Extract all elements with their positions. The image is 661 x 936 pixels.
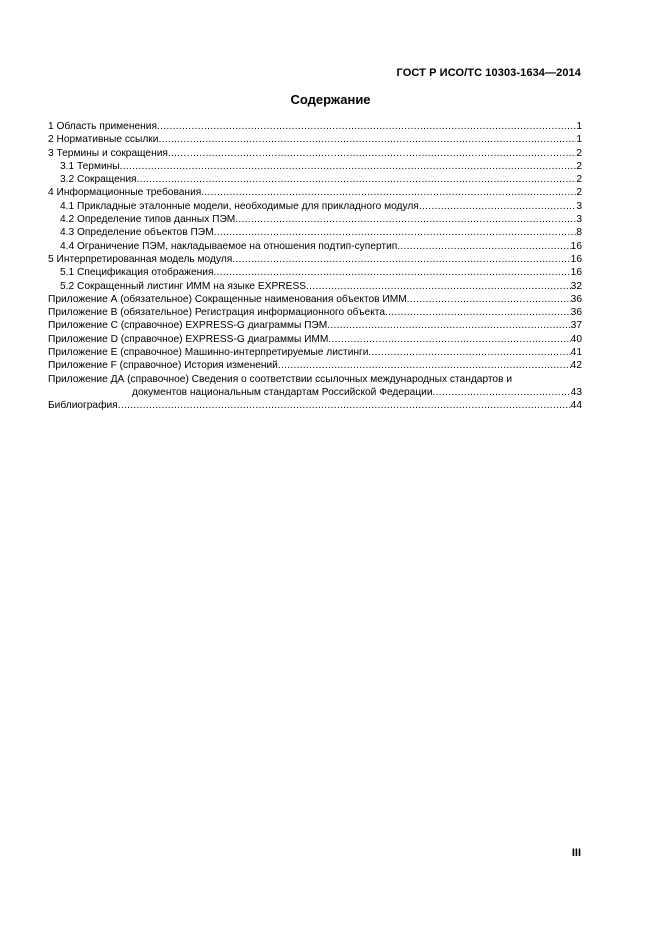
toc-entry-page: 1 bbox=[576, 134, 582, 146]
toc-leader-dots bbox=[214, 226, 577, 239]
toc-entry-4-2[interactable] bbox=[48, 213, 582, 226]
toc-entry-label: документов национальным стандартам Российской Федерации bbox=[132, 386, 433, 398]
toc-entry-annex-da-continued[interactable] bbox=[48, 386, 582, 399]
toc-entry-page: 32 bbox=[570, 280, 582, 292]
toc-entry-3-1[interactable] bbox=[48, 160, 582, 173]
toc-entry-page: 36 bbox=[570, 307, 582, 319]
toc-entry-4-1[interactable] bbox=[48, 200, 582, 213]
toc-entry-4-4[interactable] bbox=[48, 240, 582, 253]
toc-leader-dots bbox=[214, 266, 571, 279]
toc-leader-dots bbox=[201, 186, 576, 199]
toc-entry-5-1[interactable] bbox=[48, 266, 582, 279]
toc-leader-dots bbox=[328, 333, 570, 346]
toc-leader-dots bbox=[118, 399, 571, 412]
toc-entry-5[interactable] bbox=[48, 253, 582, 266]
toc-entry-annex-b[interactable] bbox=[48, 306, 582, 319]
toc-leader-dots bbox=[385, 306, 571, 319]
toc-leader-dots bbox=[407, 293, 571, 306]
document-code: ГОСТ Р ИСО/ТС 10303-1634—2014 bbox=[396, 67, 581, 79]
toc-entry-label: 2 Нормативные ссылки bbox=[48, 134, 159, 146]
toc-entry-label: 5 Интерпретированная модель модуля bbox=[48, 253, 233, 265]
toc-leader-dots bbox=[433, 386, 571, 399]
toc-entry-label: 1 Область применения bbox=[48, 121, 157, 132]
toc-entry-label: 4.2 Определение типов данных ПЭМ bbox=[60, 214, 236, 226]
toc-leader-dots bbox=[168, 147, 576, 160]
toc-entry-page: 3 bbox=[576, 214, 582, 226]
toc-entry-annex-e[interactable] bbox=[48, 346, 582, 359]
toc-entry-2[interactable] bbox=[48, 133, 582, 146]
toc-entry-page: 2 bbox=[576, 187, 582, 199]
page-number: III bbox=[571, 847, 581, 859]
toc-entry-1[interactable] bbox=[48, 120, 582, 133]
toc-leader-dots bbox=[137, 173, 577, 186]
toc-entry-page: 3 bbox=[576, 200, 582, 212]
toc-entry-label: Библиография bbox=[48, 400, 118, 412]
toc-entry-annex-d[interactable] bbox=[48, 333, 582, 346]
toc-entry-label: 3 Термины и сокращения bbox=[48, 147, 168, 159]
toc-entry-annex-da[interactable] bbox=[48, 373, 582, 386]
toc-entry-4[interactable] bbox=[48, 186, 582, 199]
toc-entry-label: 5.2 Сокращенный листинг ИММ на языке EXPRESS bbox=[60, 280, 307, 292]
toc-entry-label: 4.4 Ограничение ПЭМ, накладываемое на отношения подтип-супертип bbox=[60, 240, 398, 252]
toc-entry-annex-c[interactable] bbox=[48, 319, 582, 332]
toc-leader-dots bbox=[397, 240, 570, 253]
toc-leader-dots bbox=[232, 253, 570, 266]
toc-entry-label: Приложение С (справочное) EXPRESS-G диаграммы ПЭМ bbox=[48, 320, 328, 332]
toc-entry-label: Приложение F (справочное) История изменений bbox=[48, 360, 278, 372]
toc-entry-3-2[interactable] bbox=[48, 173, 582, 186]
toc-leader-dots bbox=[235, 213, 576, 226]
toc-entry-page: 16 bbox=[570, 240, 582, 252]
toc-entry-page: 1 bbox=[576, 121, 582, 132]
toc-entry-page: 41 bbox=[570, 347, 582, 359]
toc-leader-dots bbox=[157, 120, 576, 133]
toc-entry-label: Приложение А (обязательное) Сокращенные наименования объектов ИММ bbox=[48, 293, 407, 305]
toc-leader-dots bbox=[306, 280, 571, 293]
toc-entry-label: 3.2 Сокращения bbox=[60, 174, 137, 186]
toc-entry-page: 36 bbox=[570, 293, 582, 305]
toc-leader-dots bbox=[120, 160, 577, 173]
toc-entry-label: 4.1 Прикладные эталонные модели, необходимые для прикладного модуля bbox=[60, 200, 419, 212]
toc-entry-label: Приложение Е (справочное) Машинно-интерпретируемые листинги bbox=[48, 347, 369, 359]
toc-entry-page: 2 bbox=[576, 160, 582, 172]
toc-leader-dots bbox=[278, 359, 571, 372]
toc-leader-dots bbox=[368, 346, 570, 359]
toc-entry-label: 3.1 Термины bbox=[60, 160, 120, 172]
toc-entry-3[interactable] bbox=[48, 147, 582, 160]
toc-entry-5-2[interactable] bbox=[48, 280, 582, 293]
toc-entry-page: 37 bbox=[570, 320, 582, 332]
toc-entry-label: Приложение D (справочное) EXPRESS-G диаграммы ИММ bbox=[48, 333, 329, 345]
toc-leader-dots bbox=[419, 200, 577, 213]
toc-entry-label: 5.1 Спецификация отображения bbox=[60, 267, 214, 279]
toc-entry-page: 43 bbox=[570, 386, 582, 398]
toc-entry-annex-f[interactable] bbox=[48, 359, 582, 372]
toc-entry-label: Приложение ДА (справочное) Сведения о соответствии ссылочных международных стандартов и bbox=[48, 373, 513, 385]
toc-entry-page: 16 bbox=[570, 253, 582, 265]
toc-entry-page: 2 bbox=[576, 174, 582, 186]
toc-entry-bibliography[interactable] bbox=[48, 399, 582, 412]
toc-leader-dots bbox=[158, 133, 576, 146]
toc-entry-page: 8 bbox=[576, 227, 582, 239]
toc-entry-annex-a[interactable] bbox=[48, 293, 582, 306]
toc-entry-4-3[interactable] bbox=[48, 226, 582, 239]
table-of-contents bbox=[48, 120, 582, 413]
toc-entry-page: 2 bbox=[576, 147, 582, 159]
toc-title: Содержание bbox=[290, 92, 371, 107]
toc-entry-page: 42 bbox=[570, 360, 582, 372]
toc-entry-page: 16 bbox=[570, 267, 582, 279]
toc-entry-label: Приложение В (обязательное) Регистрация информационного объекта bbox=[48, 307, 385, 319]
toc-entry-label: 4 Информационные требования bbox=[48, 187, 202, 199]
toc-leader-dots bbox=[327, 319, 570, 332]
toc-entry-label: 4.3 Определение объектов ПЭМ bbox=[60, 227, 214, 239]
toc-entry-page: 44 bbox=[570, 400, 582, 412]
toc-entry-page: 40 bbox=[570, 333, 582, 345]
